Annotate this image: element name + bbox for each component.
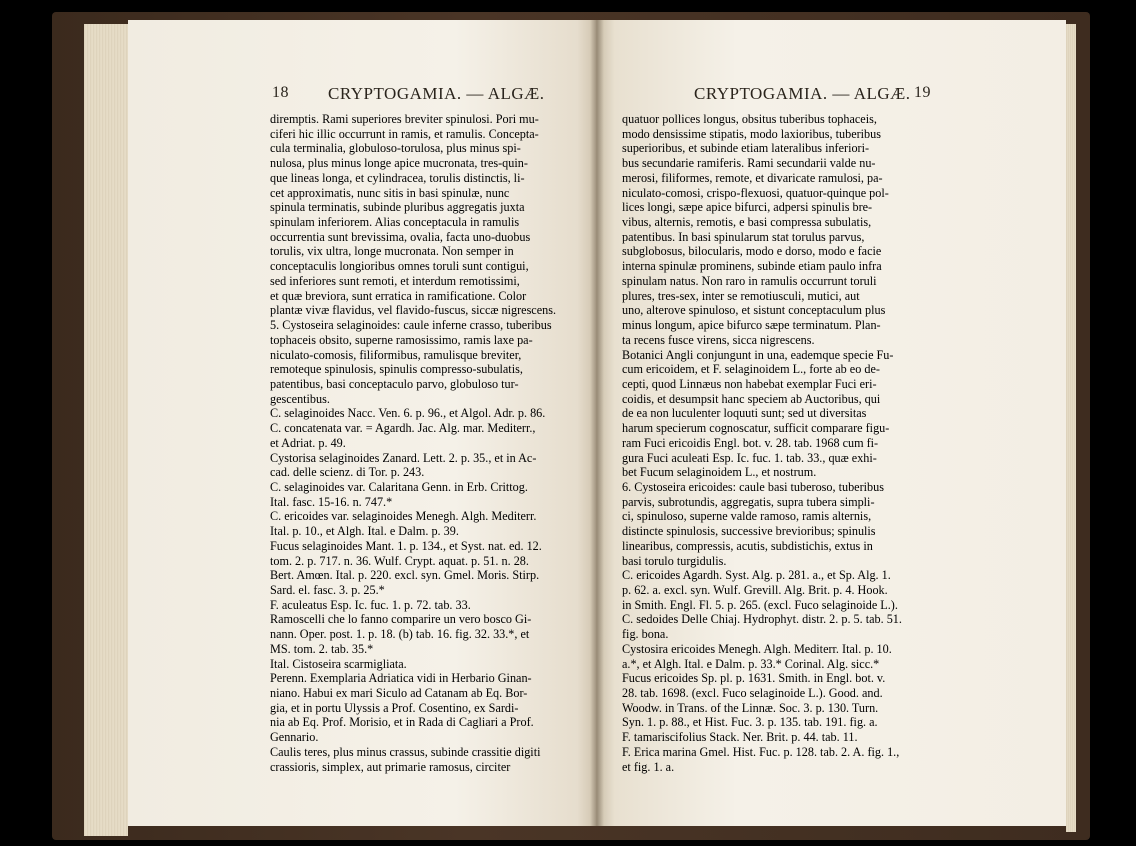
text-line: interna spinulæ prominens, subinde etiam paulo infra: [622, 259, 882, 274]
text-line: Cystorisa selaginoides Zanard. Lett. 2. p. 35., et in Ac-: [270, 450, 537, 465]
text-line: cepti, quod Linnæus non habebat exemplar Fuci eri-: [622, 376, 877, 391]
text-line: cum ericoidem, et F. selaginoidem L., forte ab eo de-: [622, 362, 880, 377]
text-line: nann. Oper. post. 1. p. 18. (b) tab. 16. fig. 32. 33.*, et: [270, 627, 530, 642]
text-line: cula terminalia, globuloso-torulosa, plus minus spi-: [270, 141, 521, 156]
text-line: de ea non luculenter loquuti sunt; sed ut diversitas: [622, 406, 867, 421]
page-edges-left: [84, 24, 128, 836]
text-line: a.*, et Algh. Ital. e Dalm. p. 33.* Corinal. Alg. sicc.*: [622, 656, 880, 671]
text-line: ram Fuci ericoidis Engl. bot. v. 28. tab. 1968 cum fi-: [622, 435, 879, 450]
book-gutter: [590, 20, 604, 826]
running-head: CRYPTOGAMIA. — ALGÆ.: [328, 84, 545, 103]
text-line: et Adriat. p. 49.: [270, 435, 346, 450]
text-line: Sard. el. fasc. 3. p. 25.*: [270, 583, 385, 597]
text-line: patentibus. In basi spinularum stat torulus parvus,: [622, 229, 865, 244]
text-line: niculato-comosi, crispo-flexuosi, quatuor-quinque pol-: [622, 185, 889, 200]
text-line: tom. 2. p. 717. n. 36. Wulf. Crypt. aquat. p. 51. n. 28.: [270, 553, 529, 568]
text-line: linearibus, compressis, acutis, subdistichis, extus in: [622, 538, 873, 553]
text-line: parvis, subrotundis, aggregatis, supra tubera simpli-: [622, 494, 875, 509]
text-line: distincte spinulosis, successive brevioribus; spinulis: [622, 524, 876, 539]
text-line: quatuor pollices longus, obsitus tuberibus tophaceis,: [622, 112, 877, 126]
text-line: Perenn. Exemplaria Adriatica vidi in Herbario Ginan-: [270, 671, 532, 686]
text-line: coidis, et desumpsit hanc speciem ab Auctoribus, qui: [622, 391, 881, 406]
text-line: diremptis. Rami superiores breviter spinulosi. Pori mu-: [270, 112, 539, 126]
text-line: vibus, alternis, remotis, e basi compressa subulatis,: [622, 215, 872, 230]
text-line: spinula terminatis, subinde pluribus aggregatis juxta: [270, 200, 525, 215]
text-line: Ital. p. 10., et Algh. Ital. e Dalm. p. 39.: [270, 524, 459, 539]
text-line: Caulis teres, plus minus crassus, subinde crassitie digiti: [270, 744, 541, 759]
text-line: spinulam natus. Non raro in ramulis occurrunt toruli: [622, 273, 877, 288]
left-body-text: [270, 112, 582, 774]
text-line: remoteque spinulosis, spinulis compresso-subulatis,: [270, 362, 523, 377]
text-line: niculato-comosis, filiformibus, ramulisque breviter,: [270, 347, 522, 362]
text-line: et fig. 1. a.: [622, 759, 675, 774]
text-line: sed inferiores sunt remoti, et interdum remotissimi,: [270, 273, 520, 288]
text-line: F. Erica marina Gmel. Hist. Fuc. p. 128. tab. 2. A. fig. 1.,: [622, 744, 900, 759]
text-line: C. sedoides Delle Chiaj. Hydrophyt. distr. 2. p. 5. tab. 51.: [622, 612, 902, 627]
text-line: subglobosus, bilocularis, modo e dorso, modo e facie: [622, 244, 882, 259]
text-line: que lineas longa, et cylindracea, torulis distinctis, li-: [270, 170, 525, 185]
text-line: ciferi hic illic occurrunt in ramis, et ramulis. Concepta-: [270, 126, 539, 141]
page-number: 19: [914, 84, 931, 101]
text-line: cet approximatis, nunc sitis in basi spinulæ, nunc: [270, 185, 510, 200]
text-line: lices longi, sæpe apice bifurci, adpersi spinulis bre-: [622, 200, 873, 215]
text-line: Ital. fasc. 15-16. n. 747.*: [270, 494, 393, 509]
text-line: Fucus ericoides Sp. pl. p. 1631. Smith. in Engl. bot. v.: [622, 671, 886, 686]
text-line: conceptaculis longioribus omnes toruli sunt contigui,: [270, 259, 529, 274]
text-line: basi torulo turgidulis.: [622, 553, 727, 568]
right-header: [694, 84, 934, 106]
text-line: 5. Cystoseira selaginoides: caule inferne crasso, tuberibus: [270, 318, 552, 333]
text-line: Botanici Angli conjungunt in una, eademque specie Fu-: [622, 347, 894, 362]
text-line: Syn. 1. p. 88., et Hist. Fuc. 3. p. 135. tab. 191. fig. a.: [622, 715, 878, 730]
text-line: crassioris, simplex, aut primarie ramosus, circiter: [270, 759, 511, 774]
text-line: spinulam inferiorem. Alias conceptacula in ramulis: [270, 215, 520, 230]
text-line: C. concatenata var. = Agardh. Jac. Alg. mar. Mediterr.,: [270, 421, 536, 436]
text-line: fig. bona.: [622, 627, 669, 642]
text-line: niano. Habui ex mari Siculo ad Catanam ab Eq. Bor-: [270, 686, 528, 701]
text-line: C. selaginoides var. Calaritana Genn. in Erb. Crittog.: [270, 479, 528, 494]
left-header: [272, 84, 582, 106]
text-line: ci, spinuloso, superne valde ramoso, ramis alternis,: [622, 509, 872, 524]
text-line: Bert. Amœn. Ital. p. 220. excl. syn. Gmel. Moris. Stirp.: [270, 568, 540, 583]
text-line: Ramoscelli che lo fanno comparire un vero bosco Gi-: [270, 612, 532, 627]
text-line: MS. tom. 2. tab. 35.*: [270, 641, 374, 656]
text-line: plures, tres-sex, inter se remotiusculi, mutici, aut: [622, 288, 860, 303]
text-line: harum specierum cognoscatur, sufficit comparare figu-: [622, 421, 890, 436]
text-line: Woodw. in Trans. of the Linnæ. Soc. 3. p. 130. Turn.: [622, 700, 879, 715]
text-line: merosi, filiformes, remote, et divaricate ramulosi, pa-: [622, 170, 883, 185]
text-line: tophaceis obsito, superne ramosissimo, ramis laxe pa-: [270, 332, 533, 347]
text-line: bet Fucum selaginoidem L., et nostrum.: [622, 465, 817, 480]
text-line: 28. tab. 1698. (excl. Fuco selaginoide L.). Good. and.: [622, 686, 883, 701]
text-line: ta recens fusce virens, sicca nigrescens.: [622, 332, 815, 347]
text-line: bus secundarie ramiferis. Rami secundarii valde nu-: [622, 156, 876, 171]
text-line: C. selaginoides Nacc. Ven. 6. p. 96., et Algol. Adr. p. 86.: [270, 406, 546, 421]
text-line: Cystosira ericoides Menegh. Algh. Mediterr. Ital. p. 10.: [622, 641, 892, 656]
text-line: patentibus, basi conceptaculo parvo, globuloso tur-: [270, 376, 519, 391]
text-line: plantæ vivæ flavidus, vel flavido-fuscus, siccæ nigrescens.: [270, 303, 557, 318]
text-line: uno, alterove spinuloso, et sistunt conceptaculum plus: [622, 303, 886, 318]
text-line: gura Fuci aculeati Esp. Ic. fuc. 1. tab. 33., quæ exhi-: [622, 450, 877, 465]
text-line: 6. Cystoseira ericoides: caule basi tuberoso, tuberibus: [622, 479, 884, 494]
text-line: modo densissime stipatis, modo laxioribus, tuberibus: [622, 126, 881, 141]
running-head: CRYPTOGAMIA. — ALGÆ.: [694, 84, 911, 103]
text-line: torulis, vix ultra, longe mucronata. Non semper in: [270, 244, 514, 259]
page-edges-right: [1066, 24, 1076, 832]
right-body-text: [622, 112, 966, 774]
text-line: F. aculeatus Esp. Ic. fuc. 1. p. 72. tab. 33.: [270, 597, 471, 612]
text-line: superioribus, et subinde etiam lateralibus inferiori-: [622, 141, 870, 156]
text-line: Fucus selaginoides Mant. 1. p. 134., et Syst. nat. ed. 12.: [270, 538, 542, 553]
text-line: F. tamariscifolius Stack. Ner. Brit. p. 44. tab. 11.: [622, 730, 858, 745]
text-line: C. ericoides var. selaginoides Menegh. Algh. Mediterr.: [270, 509, 537, 524]
text-line: gia, et in portu Ulyssis a Prof. Cosentino, ex Sardi-: [270, 700, 519, 715]
text-line: C. ericoides Agardh. Syst. Alg. p. 281. a., et Sp. Alg. 1.: [622, 568, 891, 583]
text-line: nia ab Eq. Prof. Morisio, et in Rada di Cagliari a Prof.: [270, 715, 534, 730]
text-line: gescentibus.: [270, 391, 330, 406]
text-line: Ital. Cistoseira scarmigliata.: [270, 656, 407, 671]
text-line: minus longum, apice bifurco sæpe terminatum. Plan-: [622, 318, 881, 333]
text-line: cad. delle scienz. di Tor. p. 243.: [270, 465, 425, 480]
text-line: occurrentia sunt brevissima, ovalia, facta uno-duobus: [270, 229, 531, 244]
page-number: 18: [272, 84, 289, 101]
text-line: et quæ breviora, sunt erratica in ramificatione. Color: [270, 288, 527, 303]
text-line: nulosa, plus minus longe apice mucronata, tres-quin-: [270, 156, 528, 171]
text-line: in Smith. Engl. Fl. 5. p. 265. (excl. Fuco selaginoide L.).: [622, 597, 898, 612]
text-line: p. 62. a. excl. syn. Wulf. Grevill. Alg. Brit. p. 4. Hook.: [622, 583, 888, 597]
text-line: Gennario.: [270, 730, 319, 745]
